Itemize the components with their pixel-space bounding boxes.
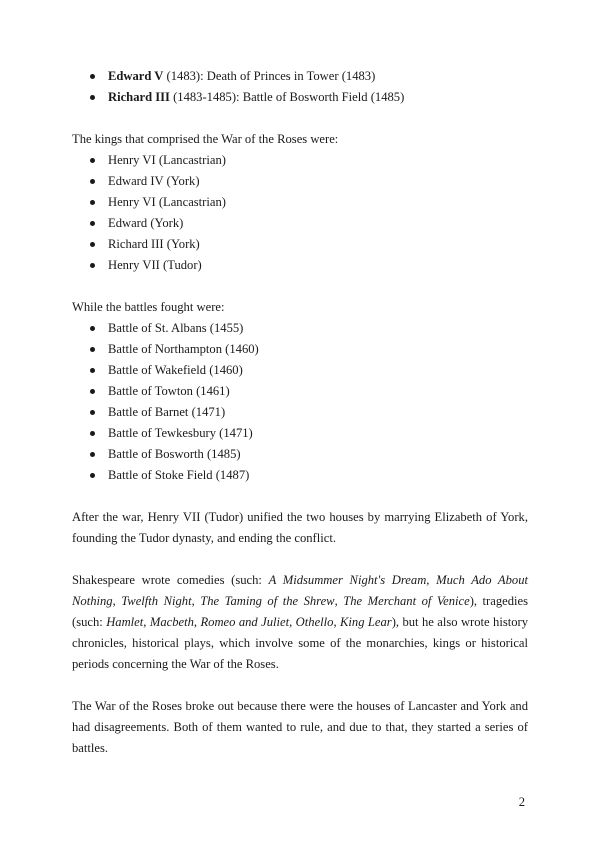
- bullet-icon: [90, 452, 95, 457]
- bullet-icon: [90, 74, 95, 79]
- bullet-icon: [90, 368, 95, 373]
- list-item: Henry VI (Lancastrian): [72, 192, 528, 213]
- bullet-icon: [90, 263, 95, 268]
- bullet-icon: [90, 200, 95, 205]
- list-item: Battle of Wakefield (1460): [72, 360, 528, 381]
- kings-list: [72, 150, 528, 276]
- list-item: Battle of Bosworth (1485): [72, 444, 528, 465]
- list-item: Battle of St. Albans (1455): [72, 318, 528, 339]
- list-item: Edward (York): [72, 213, 528, 234]
- bullet-icon: [90, 473, 95, 478]
- bullet-icon: [90, 95, 95, 100]
- bullet-icon: [90, 221, 95, 226]
- page-content: [72, 66, 528, 759]
- shakespeare-paragraph: Shakespeare wrote comedies (such: A Midsummer Night's Dream, Much Ado About Nothing, Twelfth Night, The Taming of the Shrew, The Merchant of Venice), tragedies (such: Hamlet, Macbeth, Romeo and Juliet, Othello, King Lear), but he also wrote history chronicles, historical plays, which involve some of the monarchies, kings or historical periods concerning the War of the Roses.: [72, 573, 529, 671]
- list-item: Henry VII (Tudor): [72, 255, 528, 276]
- list-item: Battle of Stoke Field (1487): [72, 465, 528, 486]
- list-item: Battle of Barnet (1471): [72, 402, 528, 423]
- list-item: Battle of Towton (1461): [72, 381, 528, 402]
- bullet-icon: [90, 242, 95, 247]
- list-item: Battle of Northampton (1460): [72, 339, 528, 360]
- list-item: Battle of Tewkesbury (1471): [72, 423, 528, 444]
- kings-intro: The kings that comprised the War of the Roses were:: [72, 132, 339, 146]
- bullet-icon: [90, 347, 95, 352]
- list-item: Edward IV (York): [72, 171, 528, 192]
- battles-list: [72, 318, 528, 486]
- monarch-event-list: [72, 66, 528, 108]
- bullet-icon: [90, 158, 95, 163]
- bullet-icon: [90, 431, 95, 436]
- war-cause-paragraph: The War of the Roses broke out because there were the houses of Lancaster and York and had disagreements. Both of them wanted to rule, and due to that, they started a series of battles.: [72, 699, 528, 755]
- battles-intro: While the battles fought were:: [72, 300, 225, 314]
- after-war-paragraph: After the war, Henry VII (Tudor) unified the two houses by marrying Elizabeth of York, founding the Tudor dynasty, and ending the conflict.: [72, 510, 528, 545]
- bullet-icon: [90, 410, 95, 415]
- list-item: Henry VI (Lancastrian): [72, 150, 528, 171]
- bullet-icon: [90, 389, 95, 394]
- bullet-icon: [90, 179, 95, 184]
- bullet-icon: [90, 326, 95, 331]
- list-item: Edward V (1483): Death of Princes in Tower (1483): [72, 66, 528, 87]
- list-item: Richard III (1483-1485): Battle of Bosworth Field (1485): [72, 87, 528, 108]
- list-item: Richard III (York): [72, 234, 528, 255]
- page-number: 2: [518, 795, 525, 809]
